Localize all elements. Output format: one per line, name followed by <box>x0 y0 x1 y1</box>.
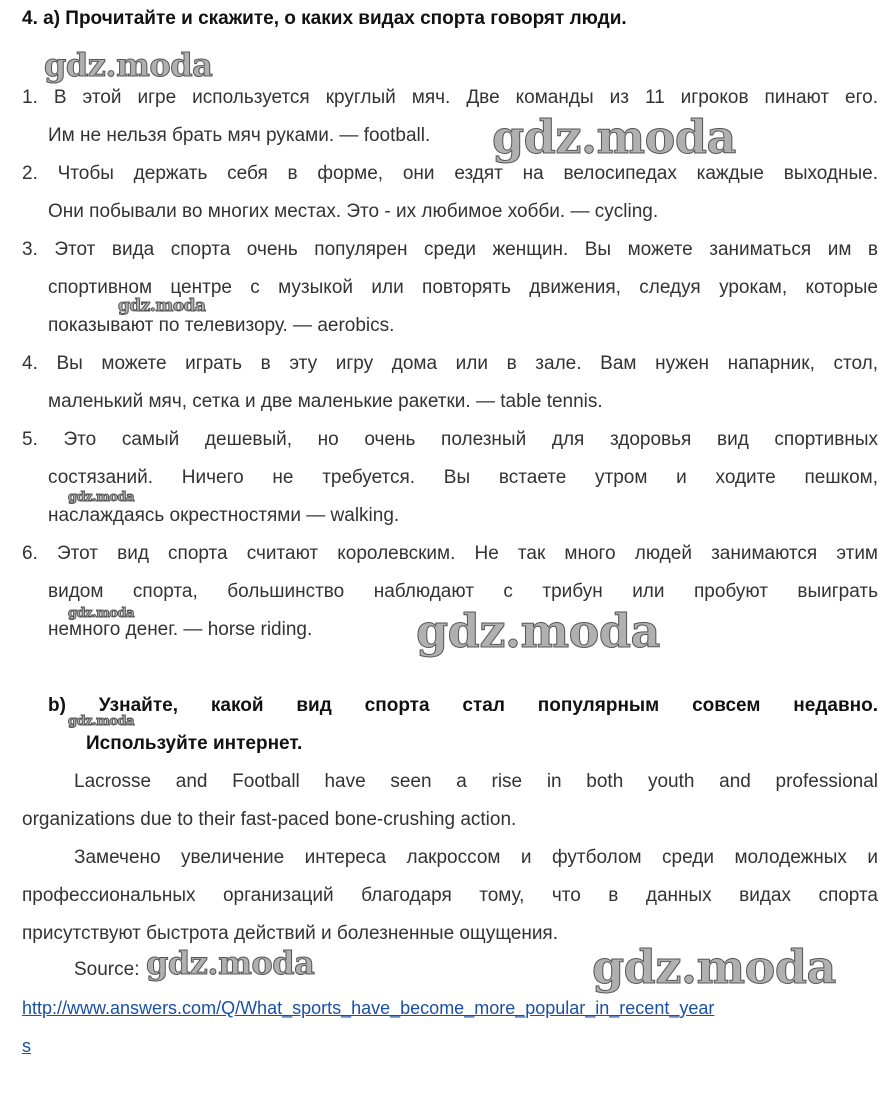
item-3-line-2: спортивном центре с музыкой или повторять движения, следуя урокам, которые <box>48 277 878 298</box>
russian-answer-line-2: профессиональных организаций благодаря тому, что в данных видах спорта <box>22 885 878 906</box>
item-6-line-2: видом спорта, большинство наблюдают с трибун или пробуют выиграть <box>48 581 878 602</box>
item-4-line-2: маленький мяч, сетка и две маленькие ракетки. — table tennis. <box>48 391 603 412</box>
item-6-line-1: 6. Этот вид спорта считают королевским. Не так много людей занимаются этим <box>22 543 878 564</box>
item-3-line-3: показывают по телевизору. — aerobics. <box>48 315 395 336</box>
english-answer-line-1: Lacrosse and Football have seen a rise in both youth and professional <box>74 771 878 792</box>
item-4-line-1: 4. Вы можете играть в эту игру дома или в зале. Вам нужен напарник, стол, <box>22 353 878 374</box>
source-link-line-1[interactable]: http://www.answers.com/Q/What_sports_have_become_more_popular_in_recent_year <box>22 998 715 1018</box>
item-3-line-1: 3. Этот вида спорта очень популярен среди женщин. Вы можете заниматься им в <box>22 239 878 260</box>
item-2-line-1: 2. Чтобы держать себя в форме, они ездят на велосипедах каждые выходные. <box>22 163 878 184</box>
item-5-line-1: 5. Это самый дешевый, но очень полезный для здоровья вид спортивных <box>22 429 878 450</box>
watermark-logo: gdz.moda <box>44 46 213 84</box>
item-2-line-2: Они побывали во многих местах. Это - их любимое хобби. — cycling. <box>48 201 659 222</box>
russian-answer-line-3: присутствуют быстрота действий и болезненные ощущения. <box>22 923 558 944</box>
part-b-heading: b) Узнайте, какой вид спорта стал популярным совсем недавно. <box>48 695 878 716</box>
source-link-line-2[interactable]: s <box>22 1036 31 1056</box>
watermark-logo: gdz.moda <box>68 490 135 505</box>
watermark-logo: gdz.moda <box>416 604 660 658</box>
watermark-logo: gdz.moda <box>146 944 315 982</box>
part-b-instruction: Используйте интернет. <box>86 733 303 754</box>
item-6-line-3: немного денег. — horse riding. <box>48 619 313 640</box>
item-5-line-2: состязаний. Ничего не требуется. Вы встаете утром и ходите пешком, <box>48 467 878 488</box>
item-1-line-2: Им не нельзя брать мяч руками. — football. <box>48 125 431 146</box>
english-answer-line-2: organizations due to their fast-paced bone-crushing action. <box>22 809 517 830</box>
watermark-logo: gdz.moda <box>118 296 206 316</box>
source-label: Source: <box>74 959 140 980</box>
exercise-heading: 4. а) Прочитайте и скажите, о каких видах спорта говорят люди. <box>22 8 627 29</box>
watermark-logo: gdz.moda <box>592 940 836 994</box>
watermark-logo: gdz.moda <box>68 606 135 621</box>
russian-answer-line-1: Замечено увеличение интереса лакроссом и футболом среди молодежных и <box>74 847 878 868</box>
item-5-line-3: наслаждаясь окрестностями — walking. <box>48 505 400 526</box>
item-1-line-1: 1. В этой игре используется круглый мяч. Две команды из 11 игроков пинают его. <box>22 87 878 108</box>
watermark-logo: gdz.moda <box>492 110 736 164</box>
watermark-logo: gdz.moda <box>68 714 135 729</box>
